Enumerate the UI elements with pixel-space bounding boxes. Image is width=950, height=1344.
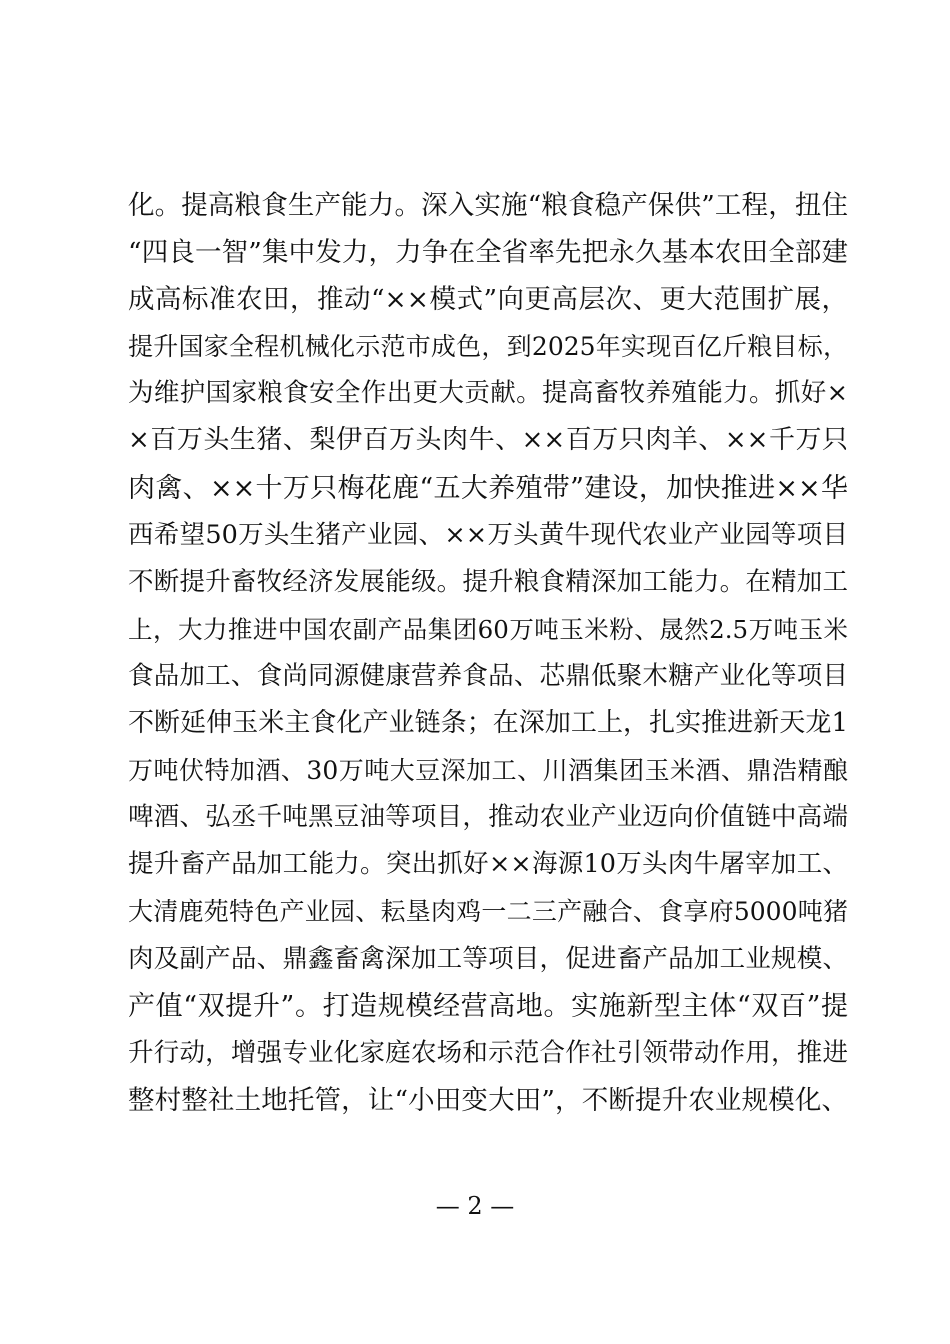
text-line: 上，大力推进中国农副产品集团60万吨玉米粉、晟然2.5万吨玉米 — [128, 614, 848, 644]
text-line: 升行动，增强专业化家庭农场和示范合作社引领带动作用，推进 — [128, 1037, 848, 1068]
text-line: 万吨伏特加酒、30万吨大豆深加工、川酒集团玉米酒、鼎浩精酿 — [128, 756, 848, 786]
body-text — [128, 182, 848, 1124]
text-line: 食品加工、食尚同源健康营养食品、芯鼎低聚木糖产业化等项目 — [128, 660, 848, 691]
text-line: “四良一智”集中发力，力争在全省率先把永久基本农田全部建 — [128, 237, 848, 269]
text-line: 大清鹿苑特色产业园、耘垦肉鸡一二三产融合、食享府5000吨猪 — [128, 897, 848, 927]
text-line: 啤酒、弘丞千吨黑豆油等项目，推动农业产业迈向价值链中高端 — [128, 802, 848, 833]
text-line: 为维护国家粮食安全作出更大贡献。提高畜牧养殖能力。抓好× — [128, 378, 848, 409]
text-line: 整村整社土地托管，让“小田变大田”，不断提升农业规模化、 — [128, 1084, 848, 1116]
text-line: ×百万头生猪、梨伊百万头肉牛、××百万只肉羊、××千万只 — [128, 425, 848, 456]
page-number: — 2 — — [435, 1192, 515, 1220]
text-line: 成高标准农田，推动“××模式”向更高层次、更大范围扩展， — [128, 284, 848, 316]
text-line: 提升国家全程机械化示范市成色，到2025年实现百亿斤粮目标， — [128, 332, 848, 362]
text-line: 产值“双提升”。打造规模经营高地。实施新型主体“双百”提 — [128, 990, 848, 1022]
text-line: 提升畜产品加工能力。突出抓好××海源10万头肉牛屠宰加工、 — [128, 849, 848, 880]
text-line: 肉及副产品、鼎鑫畜禽深加工等项目，促进畜产品加工业规模、 — [128, 943, 848, 974]
text-line: 化。提高粮食生产能力。深入实施“粮食稳产保供”工程，扭住 — [128, 190, 848, 221]
text-line: 西希望50万头生猪产业园、××万头黄牛现代农业产业园等项目 — [128, 519, 848, 550]
text-line: 不断提升畜牧经济发展能级。提升粮食精深加工能力。在精加工 — [128, 566, 848, 597]
text-line: 不断延伸玉米主食化产业链条；在深加工上，扎实推进新天龙1 — [128, 708, 848, 739]
text-line: 肉禽、××十万只梅花鹿“五大养殖带”建设，加快推进××华 — [128, 472, 848, 504]
